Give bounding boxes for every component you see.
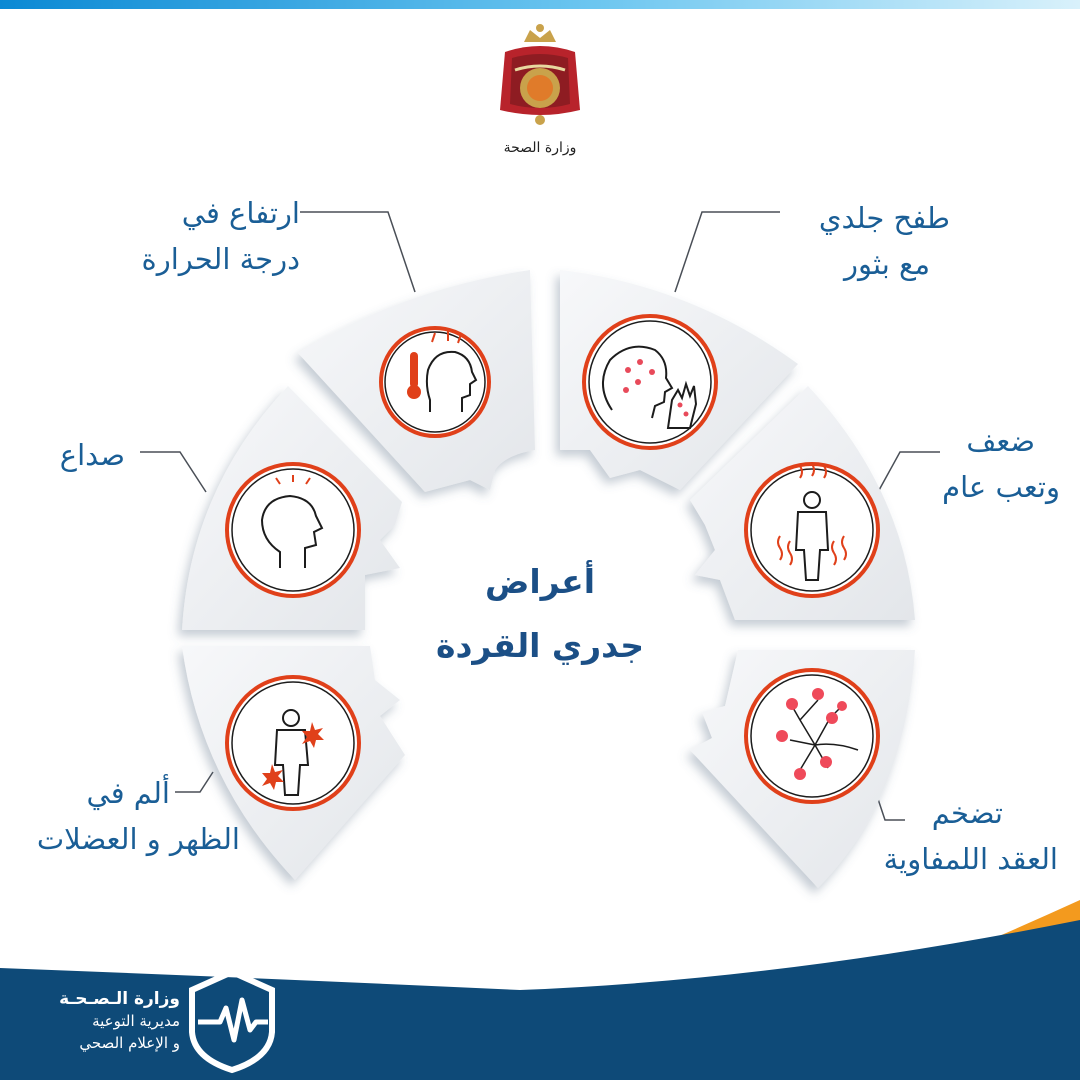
footer-line-2: مديرية التوعية (92, 1012, 180, 1030)
label-fever (142, 190, 300, 282)
label-rash (819, 195, 950, 287)
title-line-1: أعراض (484, 562, 596, 601)
ministry-caption: وزارة الصحة (503, 140, 577, 156)
weak-person-icon (746, 464, 878, 596)
label-fatigue (942, 418, 1060, 510)
royal-crest-logo (500, 24, 580, 125)
label-headache (60, 432, 125, 478)
label-line: الظهر و العضلات (36, 822, 240, 856)
title-line-2: جدري القردة (436, 626, 644, 665)
label-lymph (884, 790, 1058, 882)
body-pain-icon (227, 677, 359, 809)
label-line: مع بثور (844, 247, 930, 281)
label-line: ارتفاع في (181, 196, 300, 230)
footer-line-1: وزارة الـصـحـة (59, 989, 180, 1009)
lymph-nodes-icon (746, 670, 878, 802)
page-title (390, 550, 690, 678)
label-line: طفح جلدي (818, 201, 950, 235)
label-line: وتعب عام (942, 470, 1060, 504)
label-line: ضعف (966, 424, 1035, 458)
footer-line-3: و الإعلام الصحي (79, 1034, 180, 1052)
head-pain-icon (227, 464, 359, 596)
label-line: العقد اللمفاوية (883, 842, 1058, 876)
label-line: درجة الحرارة (141, 242, 300, 276)
footer-org-text (40, 988, 180, 1054)
thermometer-head-icon (381, 328, 489, 436)
label-line: تضخم (931, 796, 1003, 830)
label-line: ألم في (86, 776, 170, 810)
label-muscle (37, 770, 240, 862)
rash-face-hand-icon (584, 316, 716, 448)
label-line: صداع (59, 438, 125, 472)
